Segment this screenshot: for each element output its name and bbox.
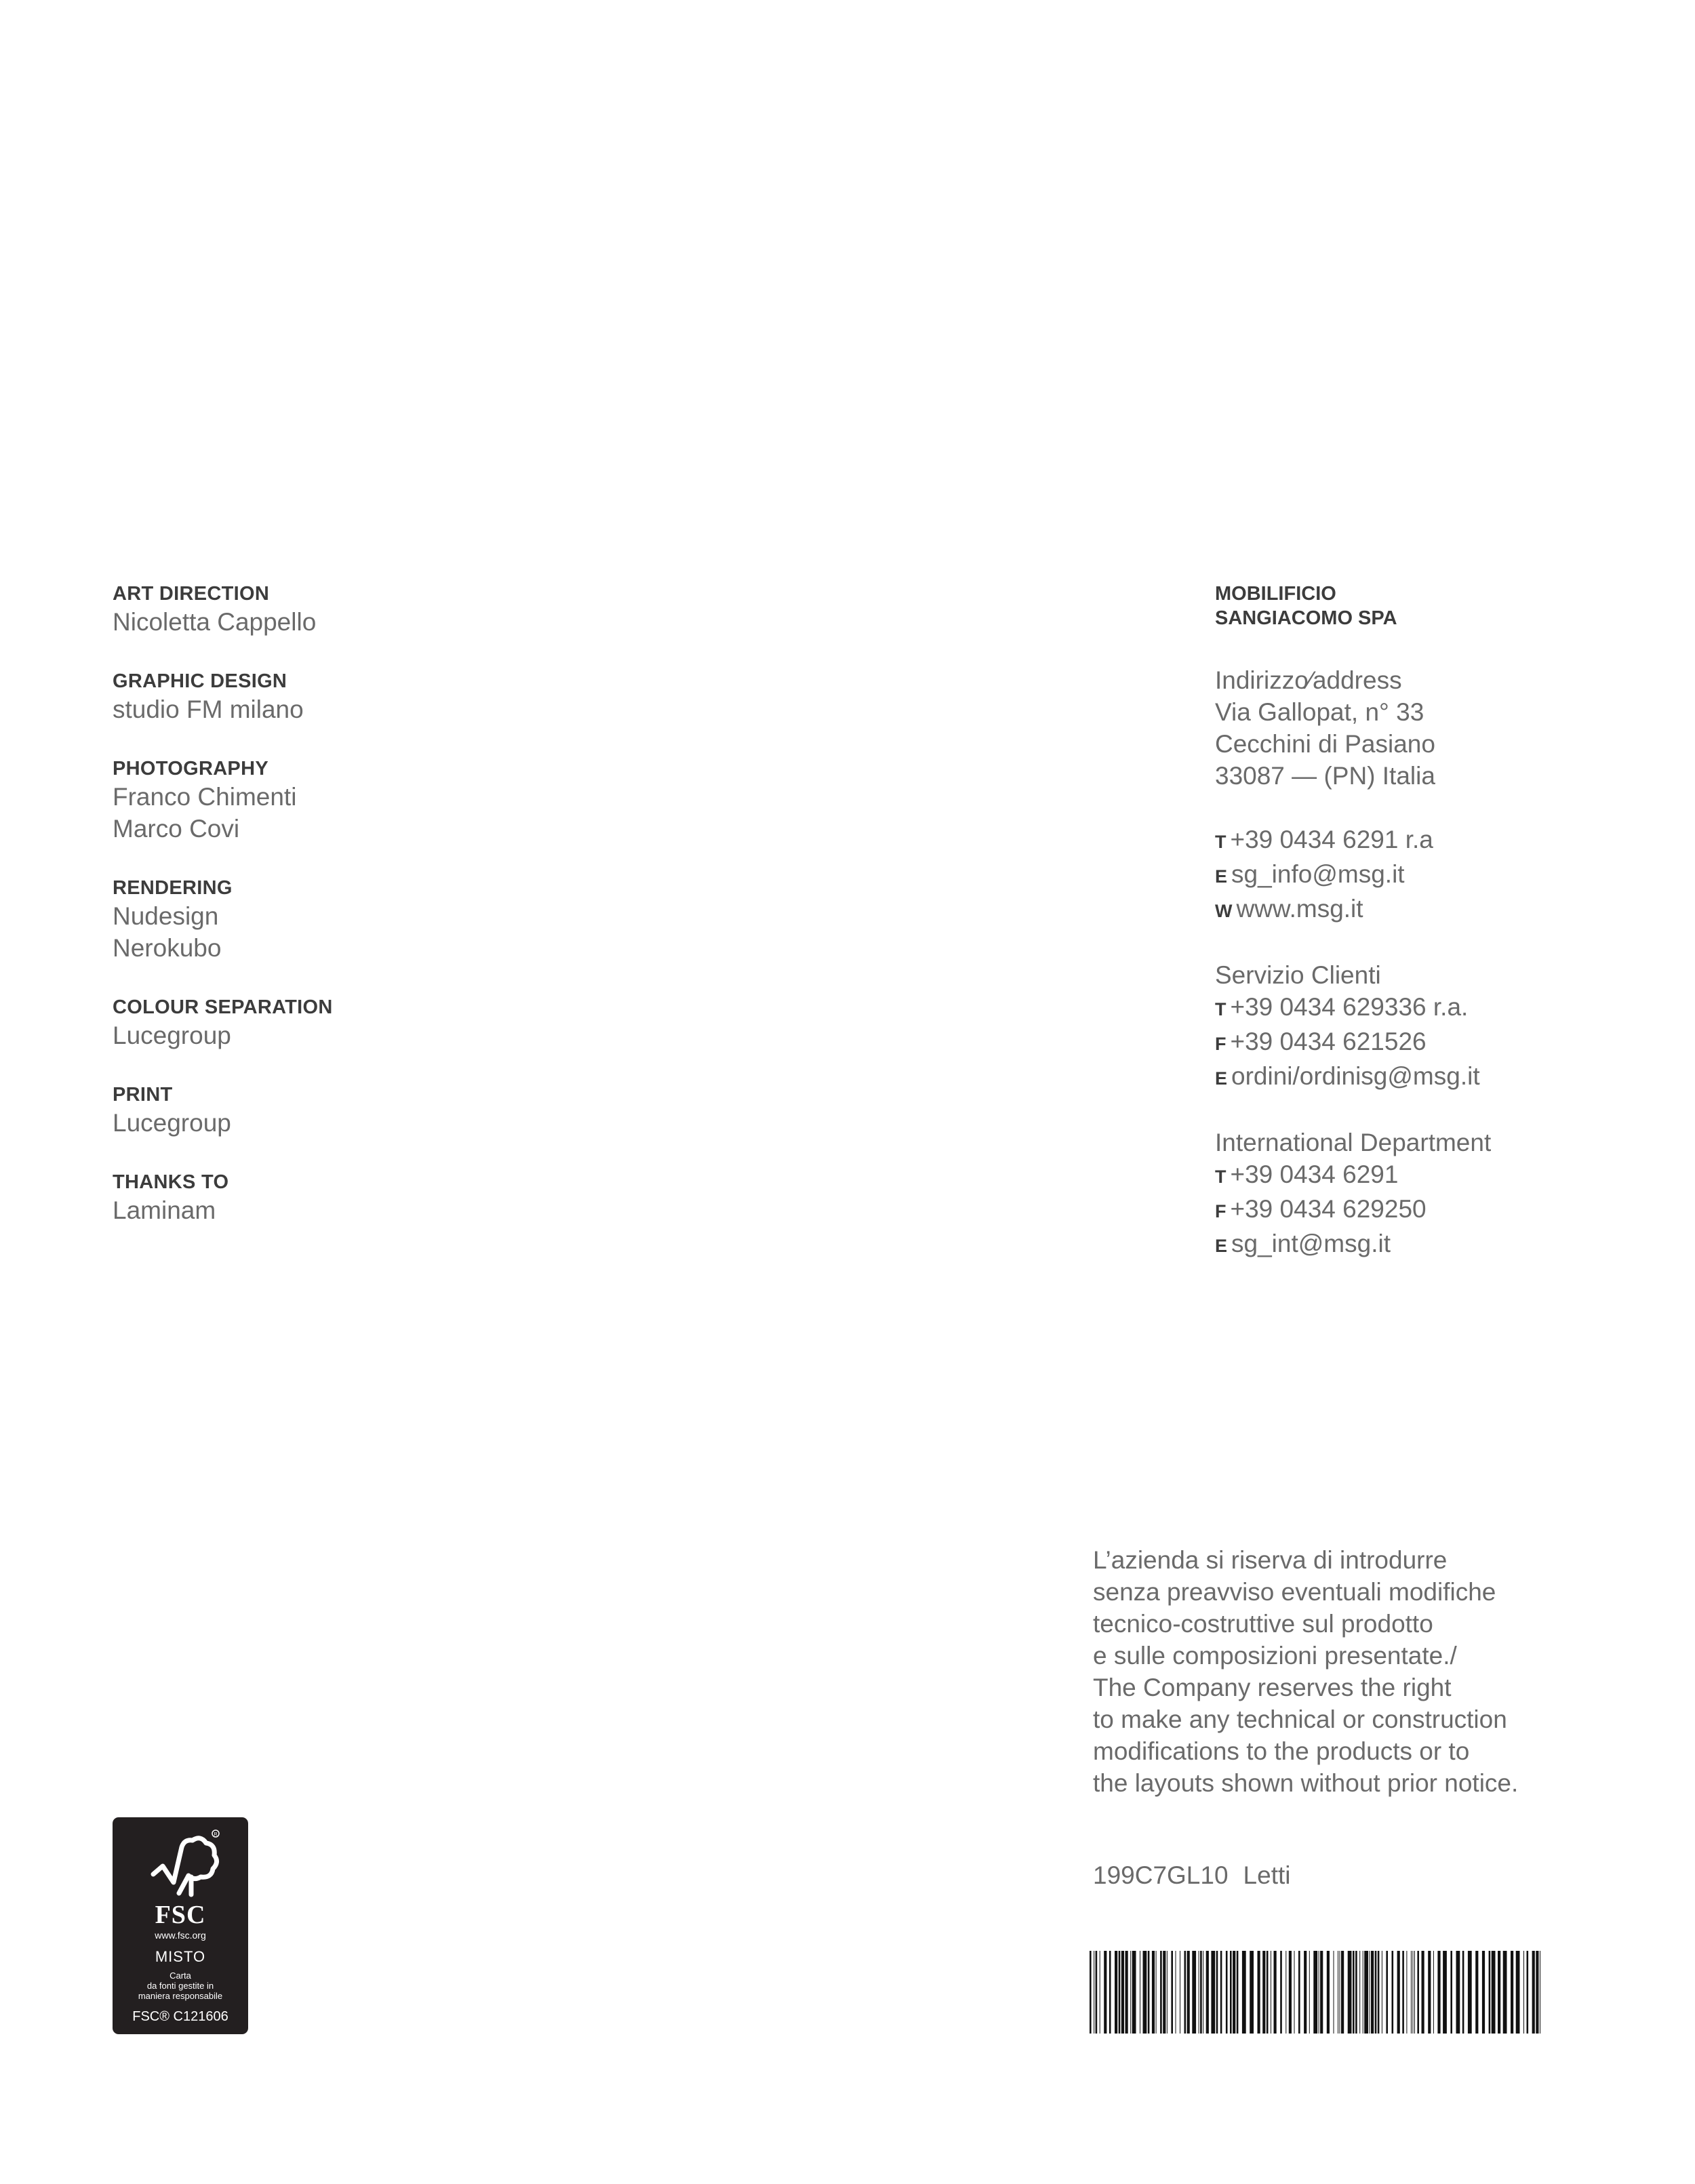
svg-text:R: R	[214, 1832, 218, 1837]
contact-value: +39 0434 621526	[1230, 1028, 1427, 1055]
address-line: Via Gallopat, n° 33	[1215, 698, 1424, 726]
credit-name: Marco Covi	[113, 815, 240, 843]
contact-label: E	[1215, 1236, 1228, 1256]
barcode-bar	[1096, 1951, 1098, 2034]
barcode-bar	[1428, 1951, 1431, 2034]
contact-label: T	[1215, 1167, 1227, 1187]
fsc-claim-line: Carta	[170, 1970, 191, 1981]
disclaimer-line: to make any technical or construction	[1093, 1705, 1507, 1733]
fsc-claim-line: maniera responsabile	[138, 1991, 223, 2001]
credit-thanks-to	[113, 1170, 723, 1226]
contact-value: +39 0434 6291 r.a	[1230, 826, 1433, 853]
company-name-line1: MOBILIFICIO	[1215, 583, 1336, 605]
barcode-bar	[1475, 1951, 1478, 2034]
barcode-bar	[1226, 1951, 1228, 2034]
barcode-bar	[1433, 1951, 1434, 2034]
barcode-bar	[1200, 1951, 1202, 2034]
credit-name: Lucegroup	[113, 1109, 231, 1137]
barcode-bar	[1462, 1951, 1464, 2034]
barcode-bar	[1184, 1951, 1186, 2034]
barcode-bar	[1397, 1951, 1400, 2034]
barcode-bar	[1378, 1951, 1380, 2034]
disclaimer-line: L’azienda si riserva di introdurre	[1093, 1546, 1448, 1574]
disclaimer-line: e sulle composizioni presentate./	[1093, 1642, 1457, 1670]
catalog-number: 199C7GL10	[1093, 1861, 1229, 1889]
barcode-bar	[1392, 1951, 1394, 2034]
barcode-bar	[1411, 1951, 1412, 2034]
barcode-bar	[1274, 1951, 1277, 2034]
credit-role: THANKS TO	[113, 1171, 229, 1193]
credit-name: Nudesign	[113, 902, 219, 930]
barcode-bar	[1119, 1951, 1121, 2034]
contact-label: T	[1215, 999, 1227, 1019]
address-line: Indirizzo⁄address	[1215, 666, 1402, 694]
contact-fax	[1215, 1026, 1656, 1060]
barcode-bar	[1386, 1951, 1388, 2034]
contact-value: www.msg.it	[1236, 895, 1363, 923]
barcode-bar	[1298, 1951, 1300, 2034]
barcode-bar	[1443, 1951, 1447, 2034]
barcode-bar	[1523, 1951, 1524, 2034]
contact-label: E	[1215, 1068, 1228, 1089]
contact-email	[1215, 1228, 1656, 1262]
barcode-bar	[1115, 1951, 1117, 2034]
barcode-bar	[1242, 1951, 1246, 2034]
barcode-bar	[1258, 1951, 1260, 2034]
contact-label: F	[1215, 1201, 1227, 1221]
barcode-bar	[1355, 1951, 1357, 2034]
credit-role: COLOUR SEPARATION	[113, 996, 333, 1018]
contact-value: +39 0434 6291	[1230, 1160, 1399, 1188]
catalog-title: Letti	[1243, 1861, 1291, 1889]
credit-name: studio FM milano	[113, 695, 304, 723]
credits-column	[113, 582, 723, 1257]
contact-email	[1215, 858, 1656, 893]
barcode-bar	[1216, 1951, 1218, 2034]
barcode-bar	[1359, 1951, 1360, 2034]
credit-name: Laminam	[113, 1196, 216, 1224]
barcode-bar	[1511, 1951, 1513, 2034]
credit-name: Nerokubo	[113, 934, 222, 962]
barcode-bar	[1422, 1951, 1424, 2034]
contact-label: E	[1215, 866, 1228, 887]
contact-label: F	[1215, 1034, 1227, 1054]
fsc-label: MISTO	[155, 1948, 206, 1965]
barcode-bar	[1320, 1951, 1323, 2034]
barcode-bar	[1498, 1951, 1500, 2034]
barcode-bar	[1167, 1951, 1168, 2034]
barcode-bar	[1371, 1951, 1374, 2034]
fsc-tree-icon	[140, 1827, 221, 1908]
contact-phone	[1215, 1158, 1656, 1193]
barcode-bar	[1132, 1951, 1136, 2034]
barcode-bar	[1104, 1951, 1106, 2034]
credit-rendering	[113, 876, 723, 964]
credit-photography	[113, 756, 723, 845]
fsc-claim-line: da fonti gestite in	[146, 1981, 214, 1991]
barcode-bar	[1250, 1951, 1254, 2034]
barcode-bar	[1230, 1951, 1232, 2034]
catalog-code	[1093, 1859, 1290, 1891]
contact-phone	[1215, 824, 1656, 858]
contact-fax	[1215, 1193, 1656, 1228]
credit-role: ART DIRECTION	[113, 583, 270, 605]
credit-colour-separation	[113, 995, 723, 1051]
contact-email	[1215, 1060, 1656, 1095]
barcode-bar	[1456, 1951, 1460, 2034]
barcode-bar	[1341, 1951, 1344, 2034]
disclaimer-line: senza preavviso eventuali modifiche	[1093, 1578, 1496, 1606]
barcode-bar	[1402, 1951, 1404, 2034]
barcode-bar	[1313, 1951, 1317, 2034]
main-contacts	[1215, 824, 1656, 927]
barcode-bar	[1503, 1951, 1507, 2034]
barcode-bar	[1233, 1951, 1235, 2034]
barcode-bar	[1348, 1951, 1352, 2034]
barcode-bar	[1285, 1951, 1286, 2034]
company-name-line2: SANGIACOMO SPA	[1215, 607, 1397, 629]
barcode-bar	[1294, 1951, 1295, 2034]
barcode-bar	[1304, 1951, 1307, 2034]
barcode-bar	[1536, 1951, 1538, 2034]
fsc-url: www.fsc.org	[155, 1930, 206, 1941]
barcode-bar	[1516, 1951, 1520, 2034]
credit-graphic-design	[113, 669, 723, 725]
barcode-bar	[1450, 1951, 1452, 2034]
fsc-license-code: FSC® C121606	[132, 2009, 228, 2024]
barcode-bar	[1375, 1951, 1377, 2034]
barcode-bar	[1417, 1951, 1419, 2034]
barcode-bar	[1125, 1951, 1128, 2034]
barcode-bar	[1206, 1951, 1209, 2034]
barcode-bar	[1121, 1951, 1124, 2034]
barcode-bar	[1090, 1951, 1092, 2034]
barcode-bar	[1148, 1951, 1150, 2034]
address-line: Cecchini di Pasiano	[1215, 730, 1435, 758]
contact-value: +39 0434 629250	[1230, 1195, 1427, 1223]
credit-role: GRAPHIC DESIGN	[113, 670, 287, 692]
barcode-bar	[1437, 1951, 1440, 2034]
disclaimer-line: The Company reserves the right	[1093, 1674, 1452, 1701]
credit-print	[113, 1083, 723, 1139]
barcode-bar	[1414, 1951, 1415, 2034]
credit-role: RENDERING	[113, 877, 233, 899]
barcode-bar	[1532, 1951, 1535, 2034]
fsc-certification-logo	[113, 1817, 248, 2034]
barcode-bar	[1412, 1951, 1413, 2034]
barcode-bar	[1468, 1951, 1472, 2034]
credit-name: Lucegroup	[113, 1022, 231, 1049]
company-info	[1215, 582, 1656, 1262]
barcode-bar	[1353, 1951, 1355, 2034]
disclaimer	[1093, 1544, 1635, 1799]
contact-value: sg_int@msg.it	[1231, 1230, 1391, 1257]
barcode-bar	[1130, 1951, 1131, 2034]
barcode-bar	[1211, 1951, 1215, 2034]
barcode-bar	[1187, 1951, 1190, 2034]
credit-role: PHOTOGRAPHY	[113, 758, 268, 780]
disclaimer-line: the layouts shown without prior notice.	[1093, 1769, 1519, 1797]
barcode-bar	[1163, 1951, 1165, 2034]
barcode-image	[1090, 1951, 1544, 2034]
barcode-bar	[1156, 1951, 1157, 2034]
barcode-bar	[1309, 1951, 1310, 2034]
fsc-claim	[113, 1970, 248, 2001]
company-address	[1215, 664, 1656, 792]
barcode-bar	[1220, 1951, 1222, 2034]
barcode-bar	[1280, 1951, 1282, 2034]
fsc-brand: FSC	[155, 1901, 206, 1929]
credit-name: Nicoletta Cappello	[113, 608, 317, 636]
barcode-bar	[1364, 1951, 1368, 2034]
credit-name: Franco Chimenti	[113, 783, 297, 811]
barcode-bar	[1237, 1951, 1239, 2034]
contact-web	[1215, 893, 1656, 927]
contact-value: sg_info@msg.it	[1231, 860, 1405, 888]
customer-service	[1215, 959, 1656, 1095]
contact-value: +39 0434 629336 r.a.	[1230, 993, 1469, 1021]
contact-label: T	[1215, 832, 1227, 852]
international-department	[1215, 1127, 1656, 1262]
barcode-bar	[1267, 1951, 1269, 2034]
credit-art-direction	[113, 582, 723, 638]
credit-role: PRINT	[113, 1084, 173, 1106]
address-line: 33087 — (PN) Italia	[1215, 762, 1435, 790]
barcode-bar	[1192, 1951, 1196, 2034]
disclaimer-line: modifications to the products or to	[1093, 1737, 1470, 1765]
barcode-bar	[1489, 1951, 1491, 2034]
barcode-bar	[1492, 1951, 1496, 2034]
barcode-bar	[1152, 1951, 1155, 2034]
barcode-bar	[1262, 1951, 1265, 2034]
barcode-bar	[1109, 1951, 1111, 2034]
disclaimer-line: tecnico-costruttive sul prodotto	[1093, 1610, 1433, 1638]
barcode-bar	[1289, 1951, 1292, 2034]
contact-value: ordini/ordinisg@msg.it	[1231, 1062, 1480, 1090]
customer-service-title: Servizio Clienti	[1215, 961, 1381, 989]
barcode-bar	[1327, 1951, 1330, 2034]
barcode-bar	[1160, 1951, 1162, 2034]
barcode-bar	[1171, 1951, 1173, 2034]
international-title: International Department	[1215, 1129, 1492, 1156]
barcode-bar	[1482, 1951, 1485, 2034]
barcode-bar	[1406, 1951, 1407, 2034]
barcode-bar	[1527, 1951, 1529, 2034]
contact-phone	[1215, 991, 1656, 1026]
barcode-bar	[1143, 1951, 1147, 2034]
contact-label: W	[1215, 901, 1233, 921]
